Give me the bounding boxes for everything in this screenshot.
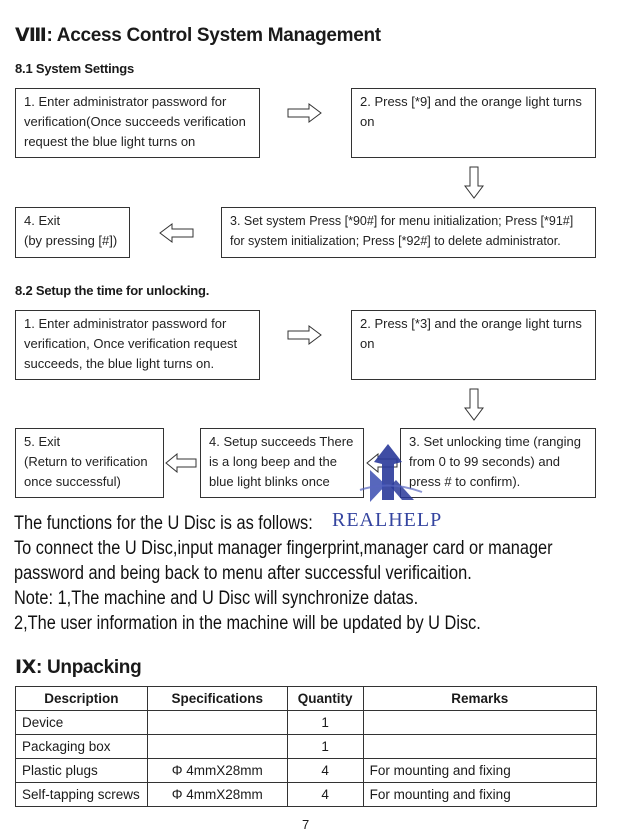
- right-arrow-icon: [287, 325, 323, 345]
- flow-box-82-step1: [15, 310, 260, 380]
- cell-remarks: For mounting and fixing: [363, 783, 596, 807]
- cell-specifications: Φ 4mmX28mm: [147, 759, 287, 783]
- heading-system-settings: 8.1 System Settings: [15, 61, 135, 76]
- table-row: [16, 759, 597, 783]
- cell-specifications: [147, 711, 287, 735]
- cell-quantity: 1: [287, 711, 363, 735]
- flow-box-82-step5-line1: 5. Exit: [24, 434, 61, 449]
- udisc-note-2: 2,The user information in the machine will be updated by U Disc.: [14, 613, 481, 634]
- cell-remarks: [363, 735, 596, 759]
- flow-box-81-step4-line1: 4. Exit: [24, 213, 61, 228]
- left-arrow-icon: [158, 223, 194, 243]
- table-row: [16, 711, 597, 735]
- cell-specifications: [147, 735, 287, 759]
- cell-description: Device: [16, 711, 148, 735]
- udisc-line-1: The functions for the U Disc is as follows:: [14, 513, 313, 534]
- flow-box-81-step2: [351, 88, 596, 158]
- section-title-access-control: Ⅷ: Access Control System Management: [15, 25, 381, 46]
- table-row: [16, 783, 597, 807]
- page-number: 7: [302, 817, 310, 832]
- heading-unlock-time: 8.2 Setup the time for unlocking.: [15, 283, 210, 298]
- col-header-quantity: Quantity: [287, 687, 363, 711]
- cell-remarks: For mounting and fixing: [363, 759, 596, 783]
- udisc-line-2: To connect the U Disc,input manager fingerprint,manager card or manager: [14, 538, 553, 559]
- flow-box-81-step2-text: 2. Press [*9] and the orange light turns on: [360, 94, 582, 129]
- flow-box-82-step1-text: 1. Enter administrator password for verification, Once verification request succeeds, the blue light turns on.: [24, 316, 238, 371]
- udisc-line-3: password and being back to menu after successful verificaition.: [14, 563, 472, 584]
- flow-box-81-step1-text: 1. Enter administrator password for verification(Once succeeds verification request the blue light turns on: [24, 94, 246, 149]
- unpacking-table: [15, 686, 597, 807]
- down-arrow-icon: [464, 166, 484, 200]
- cell-remarks: [363, 711, 596, 735]
- udisc-note-1: Note: 1,The machine and U Disc will synchronize datas.: [14, 588, 419, 609]
- realhelp-watermark-logo: [330, 440, 450, 530]
- flow-box-81-step1: [15, 88, 260, 158]
- flow-box-82-step5: [15, 428, 164, 498]
- flow-box-82-step3-text: 3. Set unlocking time (ranging from 0 to 99 seconds) and press # to confirm).: [409, 434, 581, 489]
- col-header-remarks: Remarks: [363, 687, 596, 711]
- table-row: [16, 735, 597, 759]
- flow-box-82-step2: [351, 310, 596, 380]
- right-arrow-icon: [287, 103, 323, 123]
- cell-description: Self-tapping screws: [16, 783, 148, 807]
- section-title-unpacking: Ⅸ: Unpacking: [15, 657, 142, 678]
- cell-quantity: 1: [287, 735, 363, 759]
- cell-specifications: Φ 4mmX28mm: [147, 783, 287, 807]
- down-arrow-icon: [464, 388, 484, 422]
- flow-box-82-step5-line2: (Return to verification once successful): [24, 454, 148, 489]
- flow-box-81-step3: [221, 207, 596, 258]
- realhelp-watermark-text: REALHELP: [332, 509, 443, 530]
- col-header-description: Description: [16, 687, 148, 711]
- flow-box-82-step2-text: 2. Press [*3] and the orange light turns on: [360, 316, 582, 351]
- cell-quantity: 4: [287, 759, 363, 783]
- table-header-row: [16, 687, 597, 711]
- flow-box-81-step4: [15, 207, 130, 258]
- flow-box-81-step4-line2: (by pressing [#]): [24, 233, 118, 248]
- cell-description: Plastic plugs: [16, 759, 148, 783]
- cell-quantity: 4: [287, 783, 363, 807]
- flow-box-81-step3-text: 3. Set system Press [*90#] for menu initialization; Press [*91#] for system initialization; Press [*92#] to delete administrator.: [230, 214, 574, 248]
- flow-box-82-step4-text: 4. Setup succeeds There is a long beep and the blue light blinks once: [209, 434, 354, 489]
- col-header-specifications: Specifications: [147, 687, 287, 711]
- cell-description: Packaging box: [16, 735, 148, 759]
- left-arrow-icon: [165, 453, 197, 473]
